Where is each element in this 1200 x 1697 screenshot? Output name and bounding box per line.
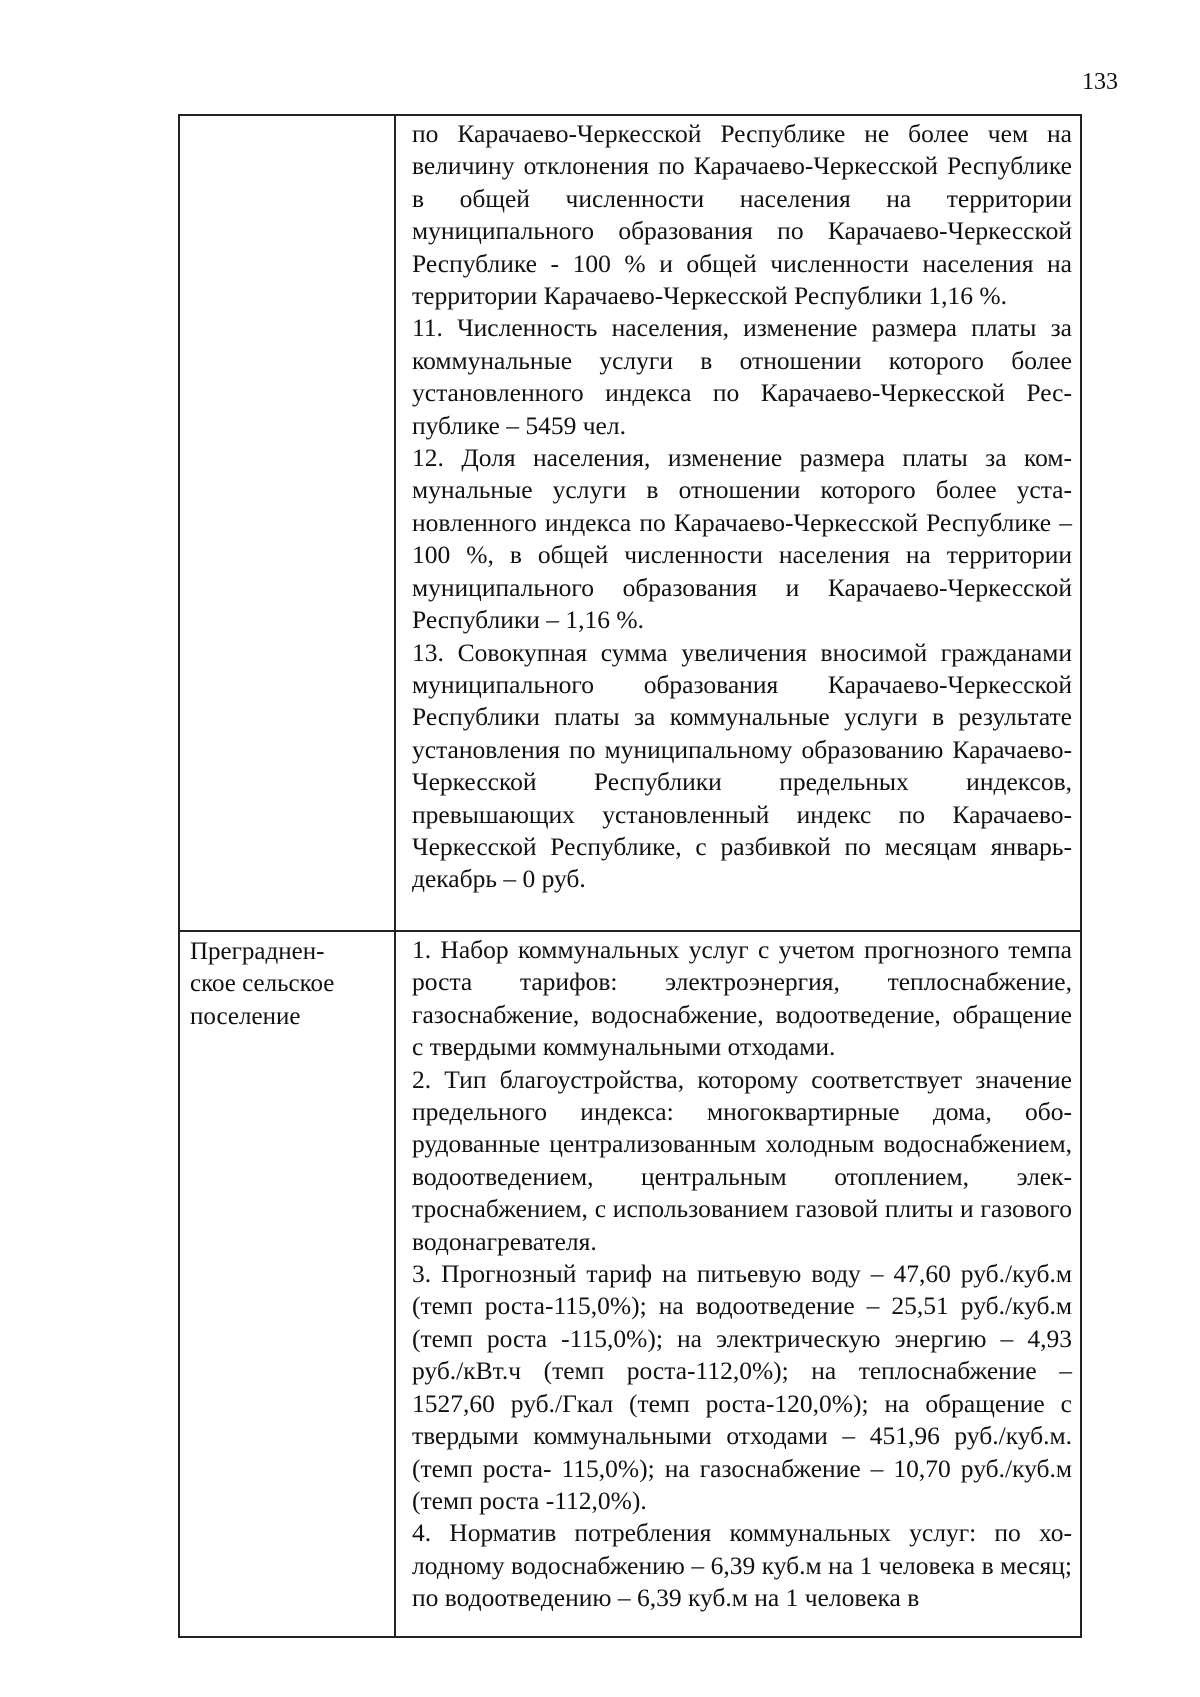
paragraph: по Карачаево-Черкесской Республике не более чем на величину отклонения по Карачаево-Черкесской Республике в общей численности населения на территории муниципального образования по Карачаево-Черкесской Республике - 100 % и общей численности населения на территории Карачаево-Черкесской Республики 1,16 %. (412, 119, 1072, 311)
paragraph: 1. Набор коммунальных услуг с учетом прогнозного темпа роста тарифов: электроэнергия, теплоснабжение, газоснабжение, водоснабжение, водоотведение, обращение с твердыми коммунальными отходами. (412, 935, 1072, 1062)
description-cell (395, 115, 1081, 931)
paragraph: 4. Норматив потребления коммунальных услуг: по холодному водоснабжению – 6,39 куб.м на 1 человека в месяц; по водоотведению – 6,39 куб.м на 1 человека в (412, 1518, 1072, 1613)
municipality-cell (179, 115, 395, 931)
paragraph: 11. Численность населения, изменение размера платы за коммунальные услуги в отношении которого более установленного индекса по Карачаево-Черкесской Республике – 5459 чел. (412, 313, 1072, 440)
municipality-name (180, 116, 394, 120)
paragraph: 13. Совокупная сумма увеличения вносимой гражданами муниципального образования Карачаево-Черкесской Республики платы за коммунальные услуги в результате установления по муниципальному образованию Карачаево-Черкесской Республики предельных индексов, превышающих установленный индекс по Карачаево-Черкесской Республике, с разбивкой по месяцам январь-декабрь – 0 руб. (412, 637, 1072, 894)
page-number: 133 (1082, 69, 1118, 95)
table-row (179, 115, 1081, 931)
paragraph: 2. Тип благоустройства, которому соответствует значение предельного индекса: многоквартирные дома, оборудованные централизованным холодным водоснабжением, водоотведением, центральным отоплением, электроснабжением, с использованием газовой плиты и газового водонагревателя. (412, 1064, 1072, 1256)
municipality-name: Преграднен- ское сельское поселение (190, 938, 335, 1030)
paragraph: 3. Прогнозный тариф на питьевую воду – 47,60 руб./куб.м (темп роста-115,0%); на водоотведение – 25,51 руб./куб.м (темп роста -115,0%); на электрическую энергию – 4,93 руб./кВт.ч (темп роста-112,0%); на теплоснабжение – 1527,60 руб./Гкал (темп роста-120,0%); на обращение с твердыми коммунальными отходами – 451,96 руб./куб.м. (темп роста- 115,0%); на газоснабжение – 10,70 руб./куб.м (темп роста -112,0%). (412, 1259, 1072, 1515)
table-row (179, 931, 1081, 1637)
description-cell (395, 931, 1081, 1637)
paragraph: 12. Доля населения, изменение размера платы за коммунальные услуги в отношении которого более установленного индекса по Карачаево-Черкесской Республике – 100 %, в общей численности населения на территории муниципального образования и Карачаево-Черкесской Республики – 1,16 %. (412, 443, 1072, 635)
municipality-cell (179, 931, 395, 1637)
tariff-table (178, 114, 1082, 1638)
